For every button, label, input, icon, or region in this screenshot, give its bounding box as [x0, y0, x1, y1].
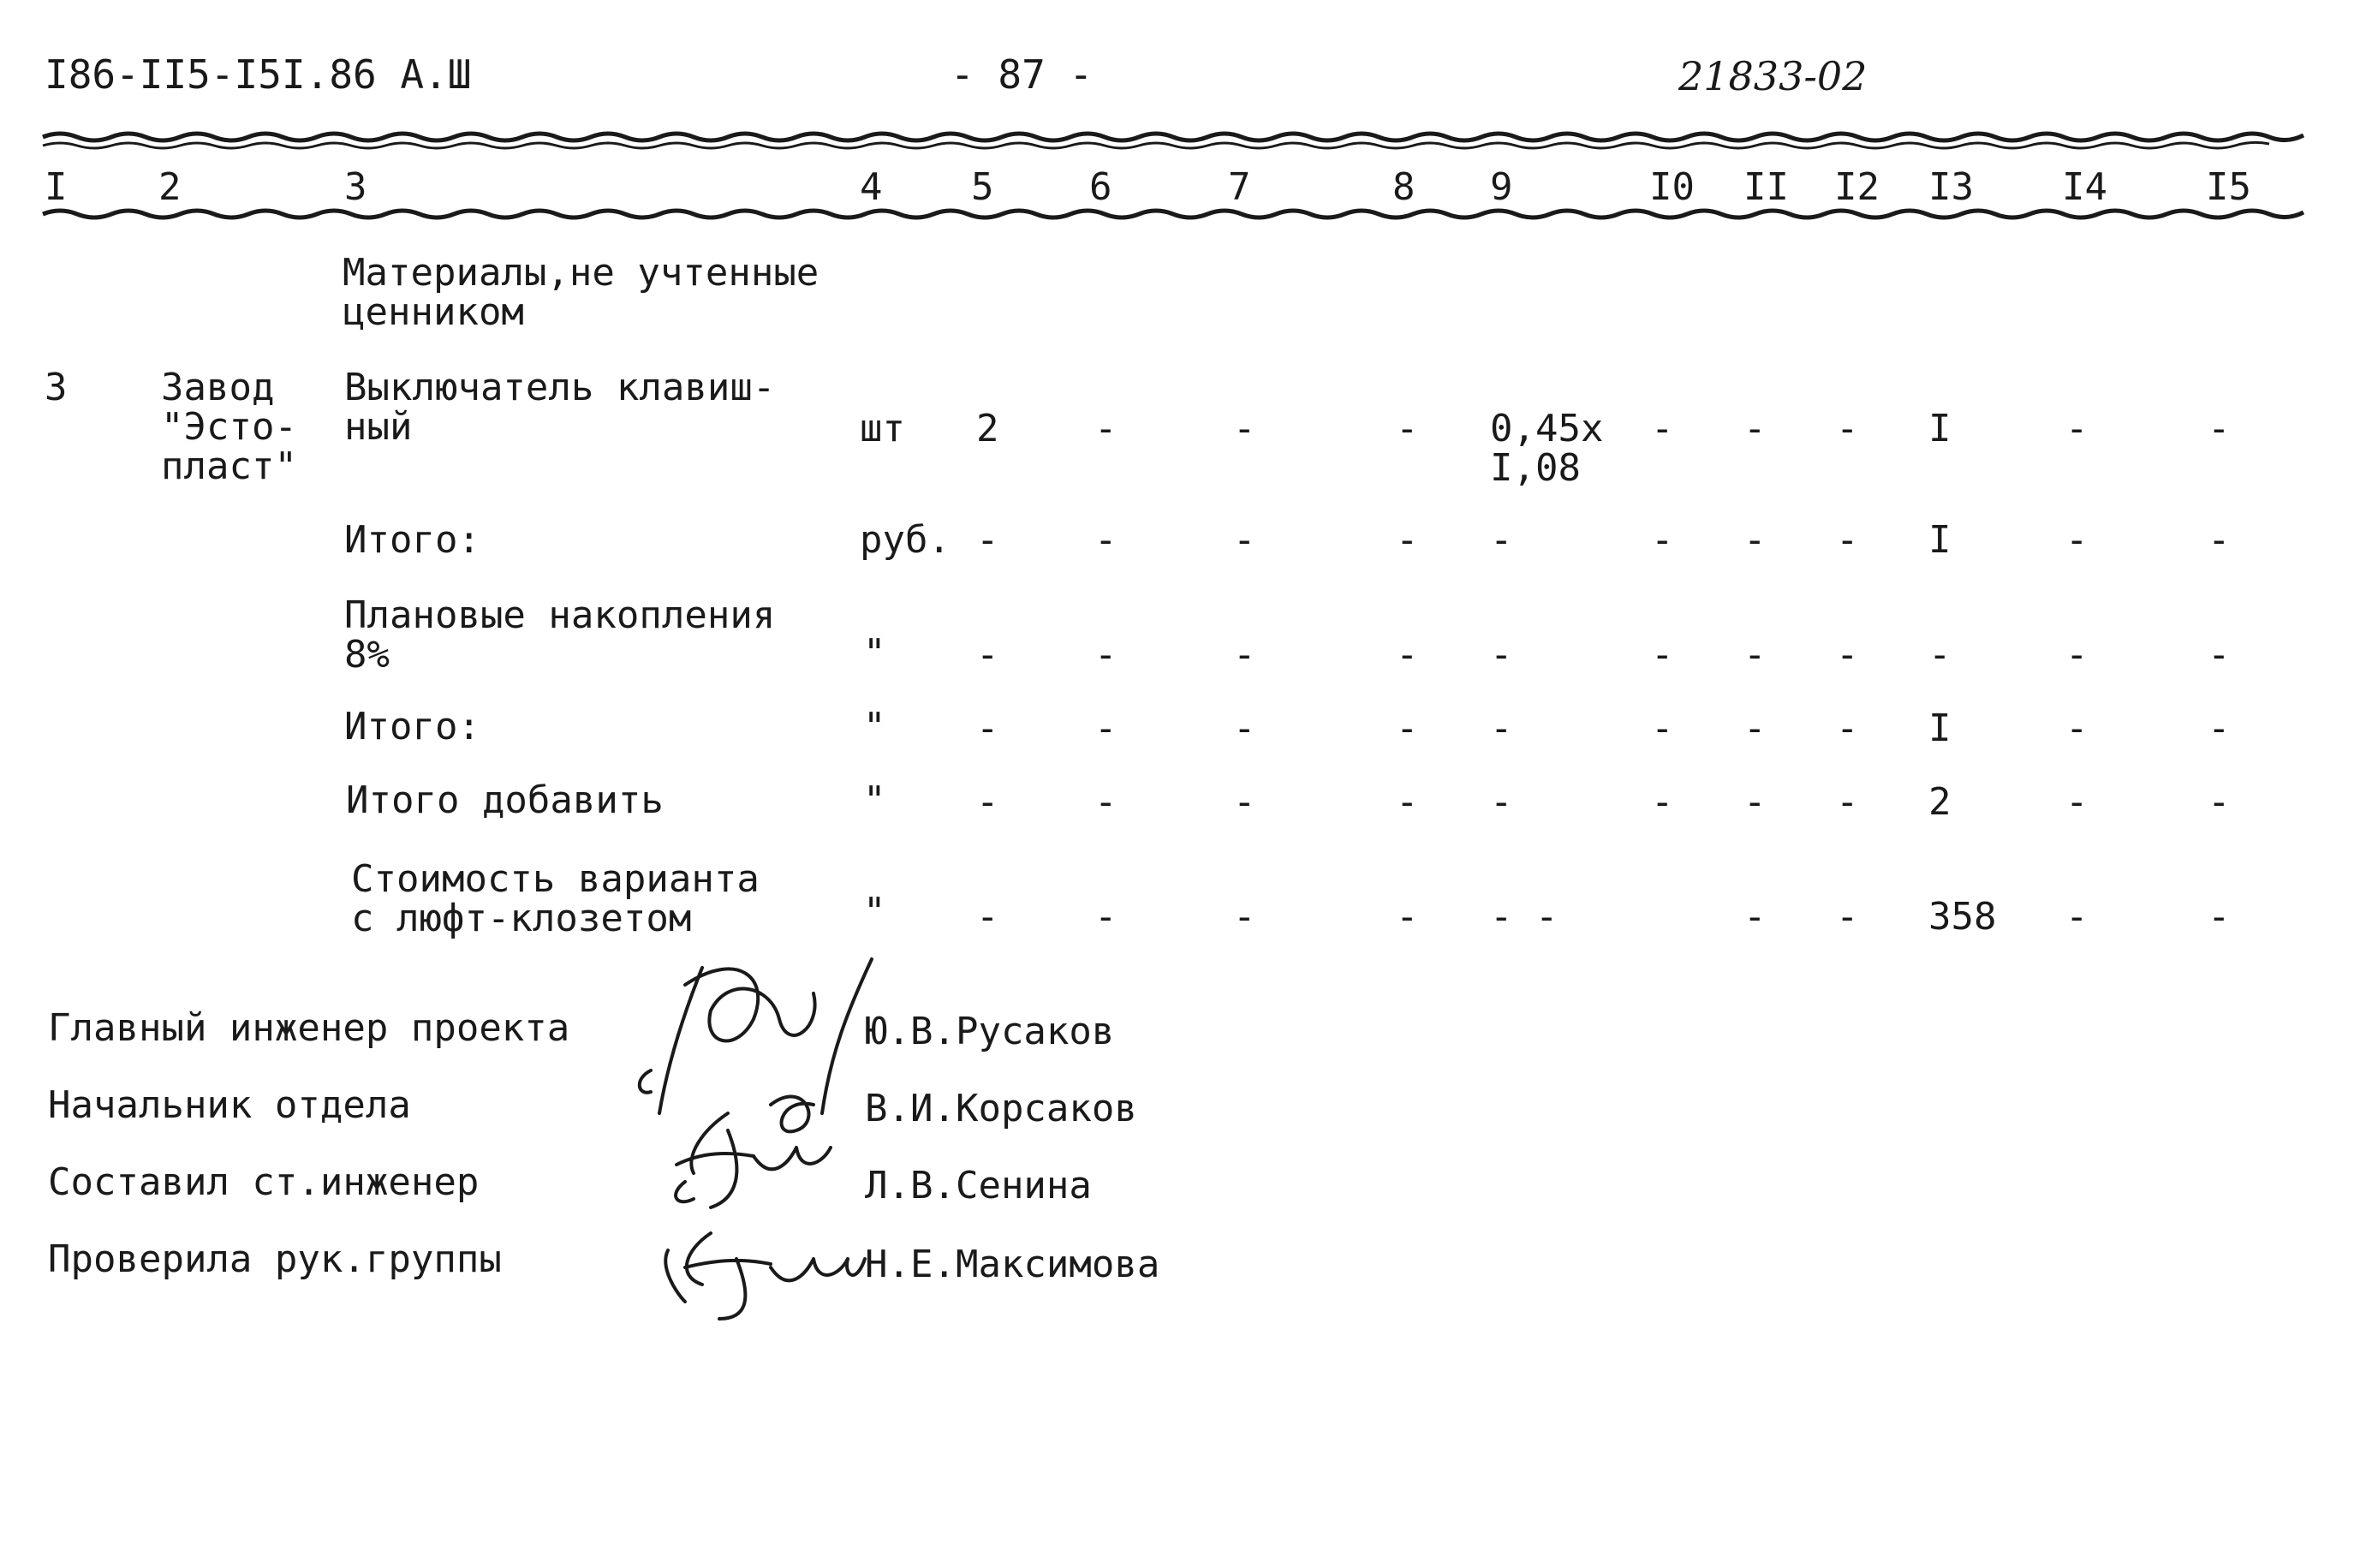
row-c13: I — [1928, 706, 1952, 750]
row-c15: - — [2208, 633, 2231, 677]
row-c10: - — [1651, 633, 1674, 677]
row-unit: " — [863, 890, 886, 933]
page-number: - 87 - — [951, 51, 1094, 98]
row-c12: - — [1836, 780, 1859, 824]
inventory-number: 21833-02 — [1678, 53, 1868, 99]
item-c9: 0,45х I,08 — [1490, 407, 1604, 490]
signature-role: Проверила рук.группы — [48, 1237, 502, 1281]
row-label: Итого добавить — [346, 778, 664, 822]
row-c8: - — [1396, 895, 1419, 939]
col-header-10: I0 — [1649, 165, 1695, 209]
row-c14: - — [2065, 706, 2089, 750]
row-c15: - — [2208, 518, 2231, 562]
row-c7: - — [1233, 895, 1256, 939]
row-c8: - — [1396, 780, 1419, 824]
section-title: Материалы,не учтенные ценником — [343, 251, 819, 334]
signature-role: Главный инженер проекта — [48, 1006, 570, 1050]
col-header-11: II — [1743, 165, 1789, 209]
col-header-5: 5 — [971, 165, 994, 209]
col-header-1: I — [45, 165, 68, 209]
row-c10: - — [1651, 780, 1674, 824]
row-c5: - — [976, 518, 999, 562]
item-c13: I — [1928, 407, 1952, 450]
item-c6: - — [1094, 407, 1117, 450]
item-c12: - — [1836, 407, 1859, 450]
signature-name: Л.В.Сенина — [865, 1164, 1092, 1207]
row-c9: - - — [1490, 895, 1558, 939]
row-c6: - — [1094, 780, 1117, 824]
row-c6: - — [1094, 633, 1117, 677]
col-header-3: 3 — [344, 165, 367, 209]
item-c10: - — [1651, 407, 1674, 450]
row-c15: - — [2208, 895, 2231, 939]
row-c7: - — [1233, 706, 1256, 750]
row-c5: - — [976, 706, 999, 750]
row-c12: - — [1836, 706, 1859, 750]
col-header-15: I5 — [2206, 165, 2251, 209]
col-header-7: 7 — [1228, 165, 1251, 209]
doc-code: I86-II5-I5I.86 А.Ш — [45, 51, 472, 98]
row-label: Итого: — [344, 518, 480, 562]
row-unit: " — [863, 778, 886, 822]
col-header-6: 6 — [1089, 165, 1112, 209]
item-c7: - — [1233, 407, 1256, 450]
row-c11: - — [1743, 780, 1767, 824]
item-number: 3 — [45, 366, 68, 409]
row-c6: - — [1094, 706, 1117, 750]
row-c8: - — [1396, 518, 1419, 562]
row-c11: - — [1743, 895, 1767, 939]
row-c13: I — [1928, 518, 1952, 562]
row-c15: - — [2208, 780, 2231, 824]
col-header-12: I2 — [1834, 165, 1880, 209]
item-c14: - — [2065, 407, 2089, 450]
row-c13: 358 — [1928, 895, 1997, 939]
row-unit: " — [863, 631, 886, 675]
row-c14: - — [2065, 633, 2089, 677]
item-c15: - — [2208, 407, 2231, 450]
item-c5: 2 — [976, 407, 999, 450]
col-header-9: 9 — [1490, 165, 1513, 209]
row-c7: - — [1233, 780, 1256, 824]
col-header-2: 2 — [158, 165, 182, 209]
row-c14: - — [2065, 780, 2089, 824]
signature-name: Н.Е.Максимова — [865, 1243, 1160, 1286]
row-c5: - — [976, 780, 999, 824]
row-label: Итого: — [344, 705, 480, 748]
signature-name: Ю.В.Русаков — [865, 1010, 1115, 1053]
col-header-8: 8 — [1392, 165, 1415, 209]
item-c8: - — [1396, 407, 1419, 450]
row-c12: - — [1836, 633, 1859, 677]
item-name: Выключатель клавиш- ный — [344, 366, 776, 449]
item-unit: шт — [860, 407, 905, 450]
row-label: Плановые накопления 8% — [344, 593, 776, 677]
item-supplier: Завод "Эсто- пласт" — [161, 366, 297, 488]
row-c14: - — [2065, 895, 2089, 939]
row-c12: - — [1836, 895, 1859, 939]
row-c11: - — [1743, 633, 1767, 677]
col-header-4: 4 — [860, 165, 883, 209]
row-c12: - — [1836, 518, 1859, 562]
item-c11: - — [1743, 407, 1767, 450]
row-label: Стоимость варианта с люфт-клозетом — [351, 857, 760, 940]
signature-name: В.И.Корсаков — [865, 1087, 1137, 1130]
row-c13: - — [1928, 633, 1952, 677]
row-unit: " — [863, 705, 886, 748]
row-c9: - — [1490, 518, 1513, 562]
row-c11: - — [1743, 706, 1767, 750]
row-c8: - — [1396, 706, 1419, 750]
row-c9: - — [1490, 706, 1513, 750]
row-c9: - — [1490, 633, 1513, 677]
row-c11: - — [1743, 518, 1767, 562]
row-c5: - — [976, 633, 999, 677]
row-c6: - — [1094, 895, 1117, 939]
row-c6: - — [1094, 518, 1117, 562]
row-c10: - — [1651, 706, 1674, 750]
row-c9: - — [1490, 780, 1513, 824]
signature-role: Составил ст.инженер — [48, 1160, 480, 1204]
row-c7: - — [1233, 518, 1256, 562]
col-header-13: I3 — [1928, 165, 1974, 209]
row-c13: 2 — [1928, 780, 1952, 824]
row-c7: - — [1233, 633, 1256, 677]
row-c14: - — [2065, 518, 2089, 562]
row-c15: - — [2208, 706, 2231, 750]
row-c8: - — [1396, 633, 1419, 677]
col-header-14: I4 — [2062, 165, 2107, 209]
row-c10: - — [1651, 518, 1674, 562]
row-c5: - — [976, 895, 999, 939]
row-unit: руб. — [860, 518, 951, 562]
signature-role: Начальник отдела — [48, 1083, 411, 1127]
